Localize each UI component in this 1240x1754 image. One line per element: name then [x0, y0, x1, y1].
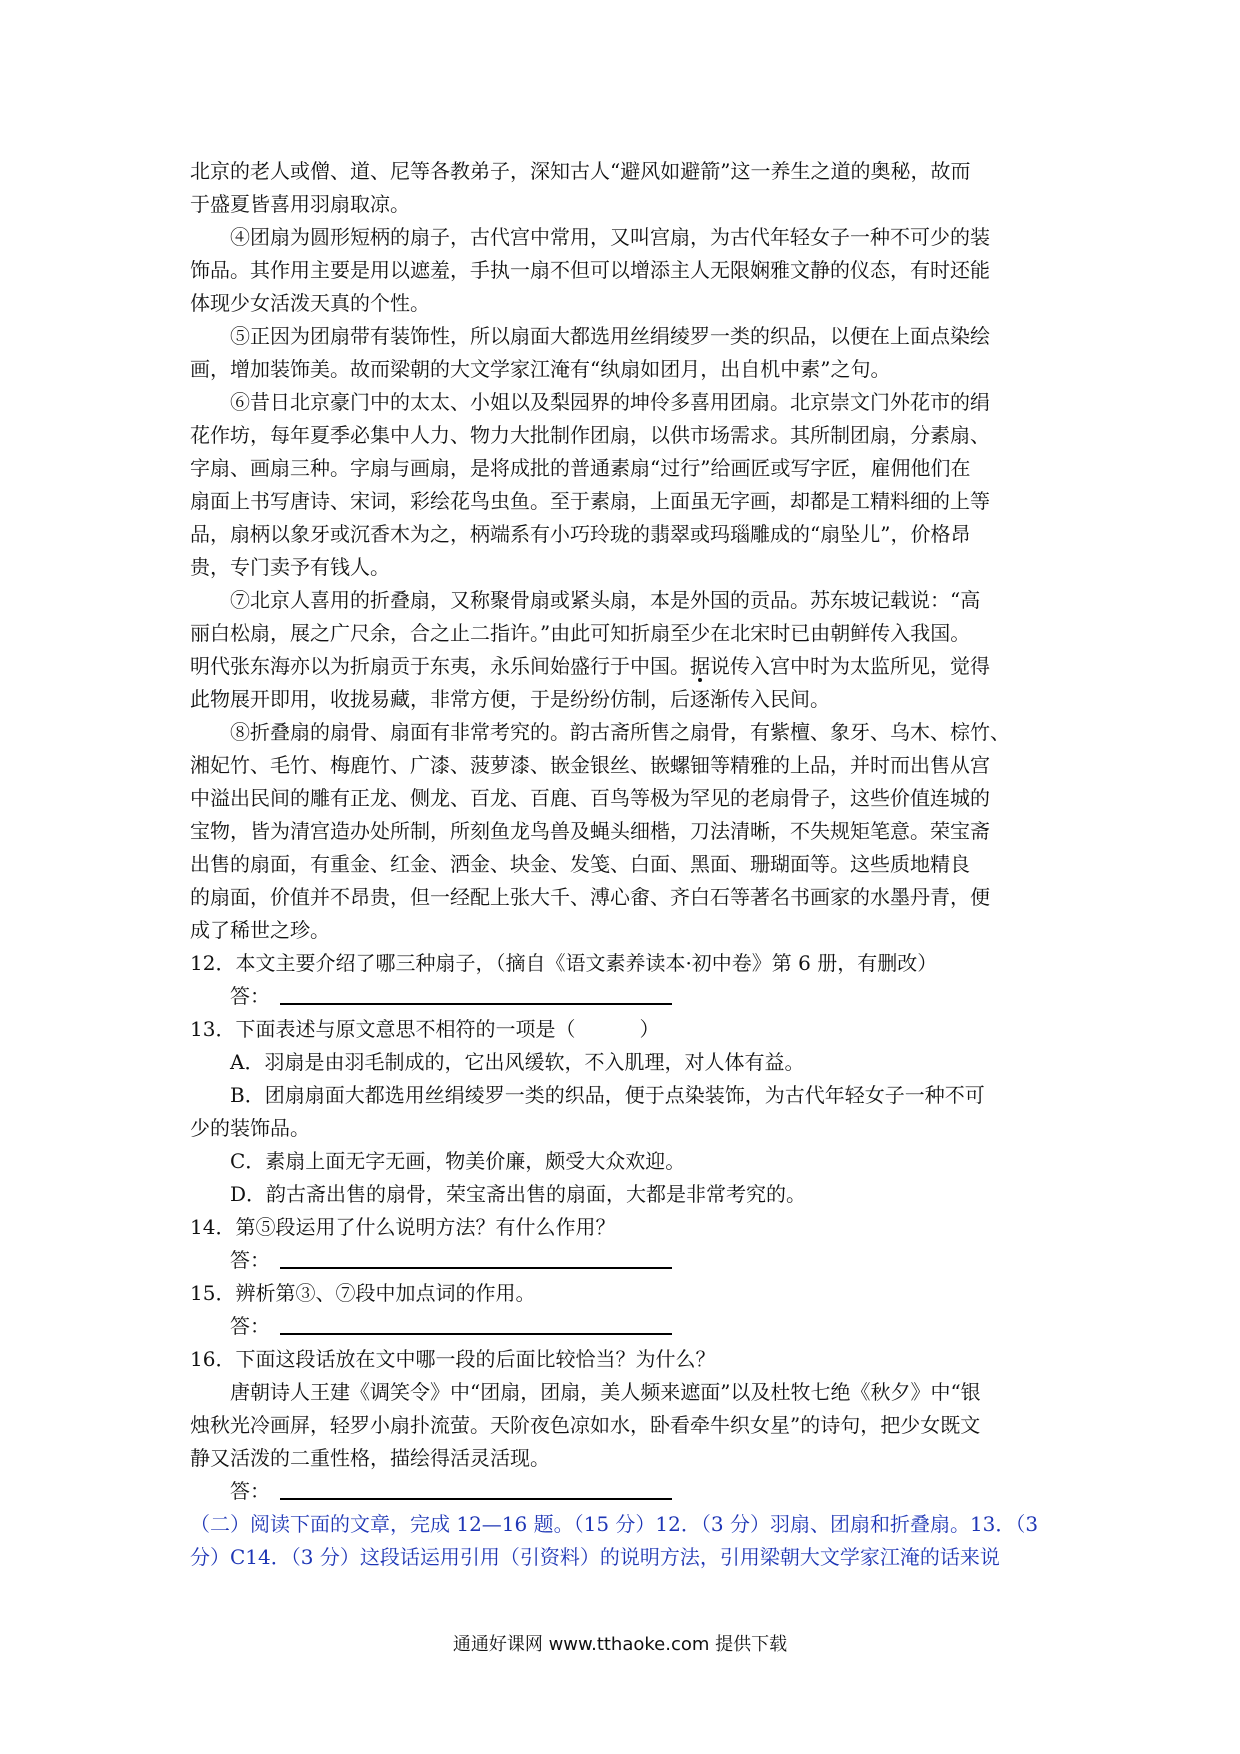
text-line: 成了稀世之珍。: [190, 918, 330, 942]
text-line: 扇面上书写唐诗、宋词，彩绘花鸟虫鱼。至于素扇，上面虽无字画，却都是工精料细的上等: [190, 489, 990, 513]
dotted-word: 据: [690, 654, 710, 678]
answer-blank[interactable]: [280, 1476, 672, 1500]
text-span: ）: [639, 1017, 660, 1041]
paragraph-8: ⑧折叠扇的扇骨、扇面有非常考究的。韵古斋所售之扇骨，有紫檀、象牙、乌木、棕竹、: [230, 720, 1010, 744]
text-line: 少的装饰品。: [190, 1116, 310, 1140]
text-span: 明代张东海亦以为折扇贡于东夷，永乐间始盛行于中国。: [190, 654, 690, 678]
option-b: B．团扇扇面大都选用丝绢绫罗一类的织品，便于点染装饰，为古代年轻女子一种不可: [230, 1083, 985, 1107]
text-line: [190, 650, 1070, 683]
text-line: 湘妃竹、毛竹、梅鹿竹、广漆、菠萝漆、嵌金银丝、嵌螺钿等精雅的上品，并时而出售从宫: [190, 753, 990, 777]
answer-blank[interactable]: [280, 1245, 672, 1269]
text-span: 13．下面表述与原文意思不相符的一项是（: [190, 1017, 576, 1041]
text-line: 于盛夏皆喜用羽扇取凉。: [190, 192, 410, 216]
answer-line-14: [190, 1244, 1070, 1277]
question-13: [190, 1013, 1070, 1046]
paragraph-6: ⑥昔日北京豪门中的太太、小姐以及梨园界的坤伶多喜用团扇。北京崇文门外花市的绢: [230, 390, 990, 414]
text-line: 出售的扇面，有重金、红金、洒金、块金、发笺、白面、黑面、珊瑚面等。这些质地精良: [190, 852, 970, 876]
paragraph-4: ④团扇为圆形短柄的扇子，古代宫中常用，又叫宫扇，为古代年轻女子一种不可少的装: [230, 225, 990, 249]
answer-line-12: [190, 980, 1070, 1013]
text-line: 烛秋光冷画屏，轻罗小扇扑流萤。天阶夜色凉如水，卧看牵牛织女星”的诗句，把少女既文: [190, 1413, 981, 1437]
question-14: 14．第⑤段运用了什么说明方法？有什么作用？: [190, 1215, 616, 1239]
question-16: 16．下面这段话放在文中哪一段的后面比较恰当？为什么？: [190, 1347, 716, 1371]
answer-key: 分）C14．（3 分）这段话运用引用（引资料）的说明方法，引用梁朝大文学家江淹的话来说: [190, 1545, 1000, 1569]
text-line: 花作坊，每年夏季必集中人力、物力大批制作团扇，以供市场需求。其所制团扇，分素扇、: [190, 423, 990, 447]
document-body: [190, 155, 1070, 1574]
answer-label: 答：: [230, 1248, 270, 1272]
answer-label: 答：: [230, 984, 270, 1008]
option-d: D．韵古斋出售的扇骨，荣宝斋出售的扇面，大都是非常考究的。: [230, 1182, 807, 1206]
text-line: 的扇面，价值并不昂贵，但一经配上张大千、溥心畬、齐白石等著名书画家的水墨丹青，便: [190, 885, 990, 909]
text-line: 静又活泼的二重性格，描绘得活灵活现。: [190, 1446, 550, 1470]
option-c: C．素扇上面无字无画，物美价廉，颇受大众欢迎。: [230, 1149, 686, 1173]
paragraph-7: ⑦北京人喜用的折叠扇，又称聚骨扇或紧头扇，本是外国的贡品。苏东坡记载说：“高: [230, 588, 981, 612]
paragraph-5: ⑤正因为团扇带有装饰性，所以扇面大都选用丝绢绫罗一类的织品，以便在上面点染绘: [230, 324, 990, 348]
text-line: 北京的老人或僧、道、尼等各教弟子，深知古人“避风如避箭”这一养生之道的奥秘，故而: [190, 159, 971, 183]
text-span: 说传入宫中时为太监所见，觉得: [710, 654, 990, 678]
answer-line-15: [190, 1310, 1070, 1343]
text-line: 饰品。其作用主要是用以遮羞，手执一扇不但可以增添主人无限娴雅文静的仪态，有时还能: [190, 258, 990, 282]
text-line: 画，增加装饰美。故而梁朝的大文学家江淹有“纨扇如团月，出自机中素”之句。: [190, 357, 891, 381]
answer-line-16: [190, 1475, 1070, 1508]
answer-key: （二）阅读下面的文章，完成 12—16 题。（15 分）12．（3 分）羽扇、团扇和折叠扇。13．（3: [190, 1512, 1039, 1536]
quoted-passage: 唐朝诗人王建《调笑令》中“团扇，团扇，美人频来遮面”以及杜牧七绝《秋夕》中“银: [230, 1380, 981, 1404]
text-line: 贵，专门卖予有钱人。: [190, 555, 390, 579]
option-a: A．羽扇是由羽毛制成的，它出风缓软，不入肌理，对人体有益。: [230, 1050, 805, 1074]
page-footer: 通通好课网 www.tthaoke.com 提供下载: [452, 1634, 788, 1655]
text-line: 宝物，皆为清宫造办处所制，所刻鱼龙鸟兽及蝇头细楷，刀法清晰，不失规矩笔意。荣宝斋: [190, 819, 990, 843]
answer-blank[interactable]: [280, 1311, 672, 1335]
text-line: 丽白松扇，展之广尺余，合之止二指许。”由此可知折扇至少在北宋时已由朝鲜传入我国。: [190, 621, 971, 645]
answer-blank[interactable]: [280, 981, 672, 1005]
text-line: 此物展开即用，收拢易藏，非常方便，于是纷纷仿制，后逐渐传入民间。: [190, 687, 830, 711]
question-15: 15．辨析第③、⑦段中加点词的作用。: [190, 1281, 536, 1305]
text-line: 中溢出民间的雕有正龙、侧龙、百龙、百鹿、百鸟等极为罕见的老扇骨子，这些价值连城的: [190, 786, 990, 810]
text-line: 体现少女活泼天真的个性。: [190, 291, 430, 315]
answer-label: 答：: [230, 1314, 270, 1338]
text-line: 字扇、画扇三种。字扇与画扇，是将成批的普通素扇“过行”给画匠或写字匠，雇佣他们在: [190, 456, 971, 480]
question-12: 12．本文主要介绍了哪三种扇子，（摘自《语文素养读本·初中卷》第 6 册，有删改）: [190, 951, 938, 975]
text-line: 品，扇柄以象牙或沉香木为之，柄端系有小巧玲珑的翡翠或玛瑙雕成的“扇坠儿”，价格昂: [190, 522, 971, 546]
answer-label: 答：: [230, 1479, 270, 1503]
